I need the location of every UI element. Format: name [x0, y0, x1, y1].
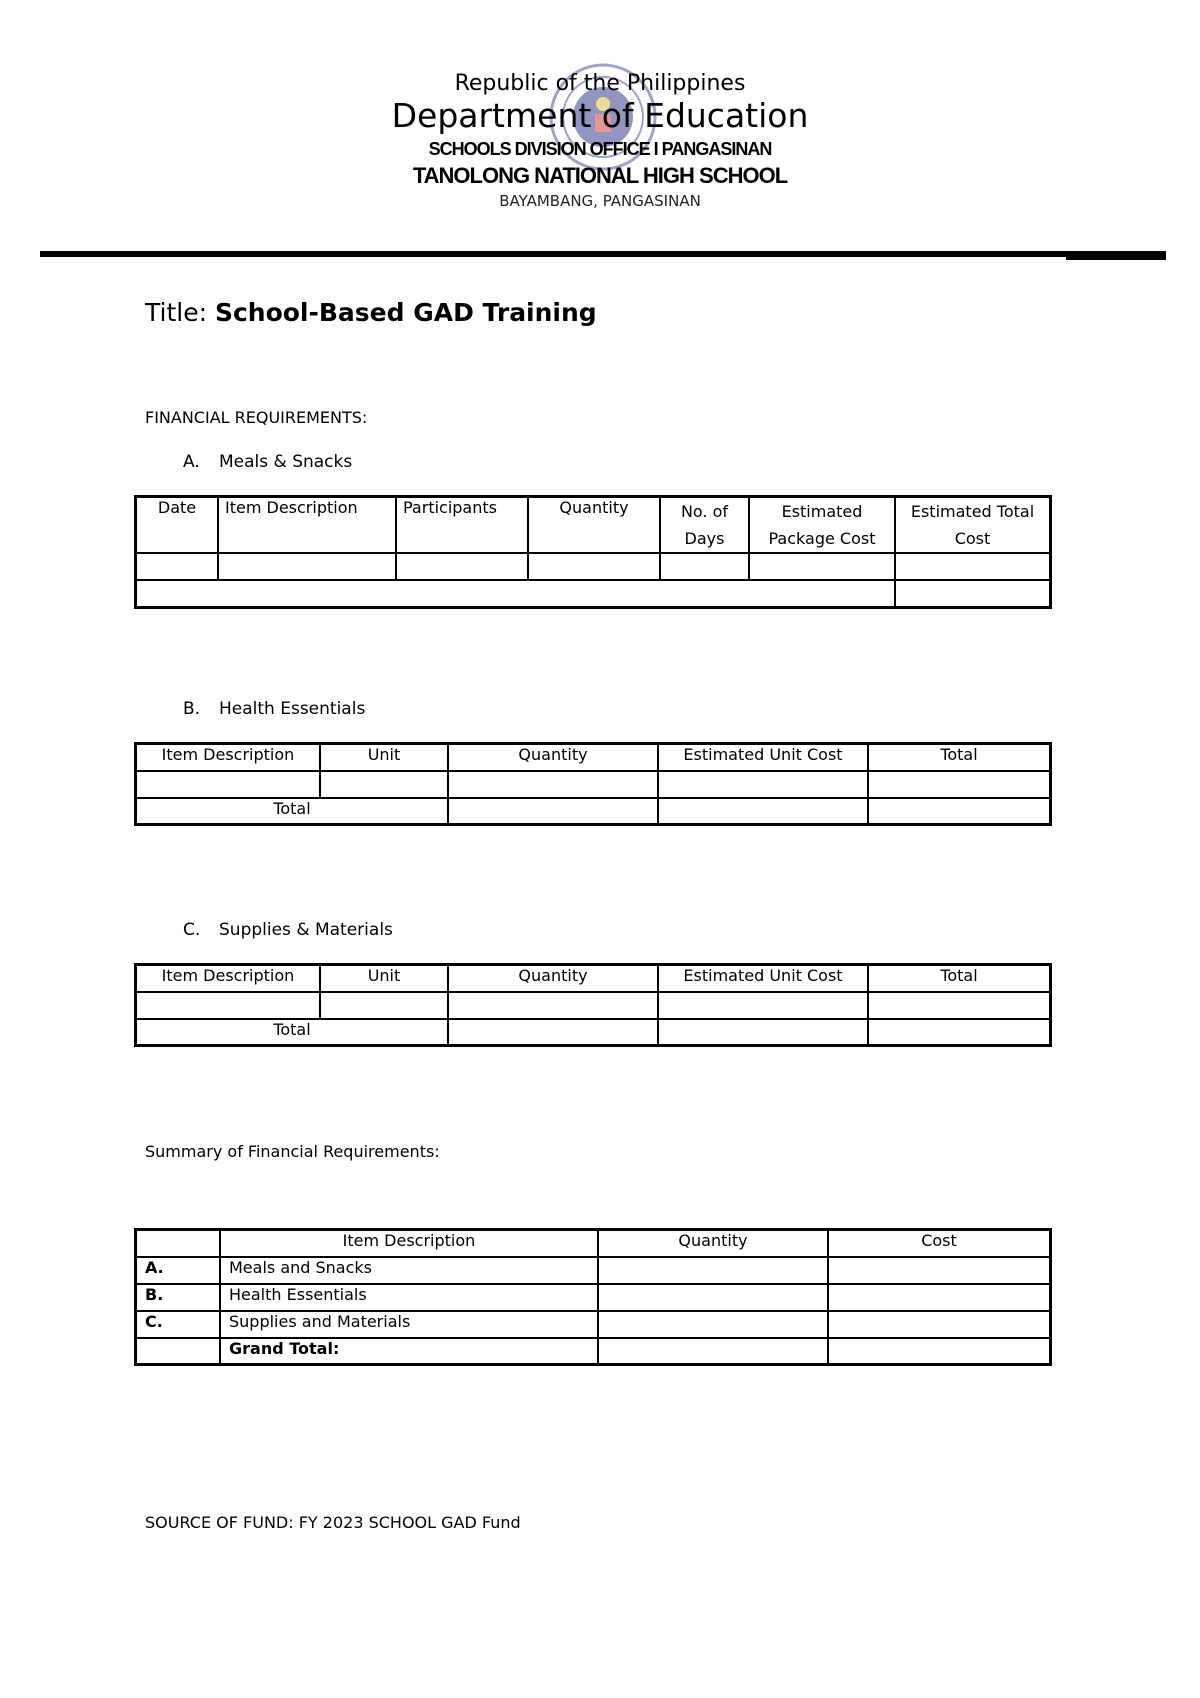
table-cell[interactable] [868, 992, 1051, 1019]
col-header: Total [868, 965, 1051, 992]
document-title [145, 298, 597, 327]
grand-total-label: Grand Total: [220, 1338, 598, 1365]
table-cell[interactable] [828, 1257, 1051, 1284]
table-cell[interactable] [828, 1338, 1051, 1365]
table-cell[interactable] [136, 992, 321, 1019]
table-cell[interactable] [136, 771, 321, 798]
table-cell[interactable] [895, 553, 1051, 580]
table-cell[interactable] [448, 771, 658, 798]
col-header: Quantity [528, 497, 660, 554]
republic-label: Republic of the Philippines [454, 71, 746, 96]
table-cell [136, 1230, 221, 1257]
table-cell[interactable] [828, 1311, 1051, 1338]
school-address: BAYAMBANG, PANGASINAN [499, 192, 701, 210]
row-description: Supplies and Materials [220, 1311, 598, 1338]
col-header: Estimated Package Cost [749, 497, 895, 554]
table-cell[interactable] [868, 1019, 1051, 1046]
table-cell[interactable] [598, 1338, 828, 1365]
summary-heading: Summary of Financial Requirements: [145, 1142, 440, 1161]
col-header: Unit [320, 965, 448, 992]
col-header: Estimated Unit Cost [658, 744, 868, 771]
table-cell[interactable] [136, 580, 896, 607]
col-header: Date [136, 497, 219, 554]
col-header: Quantity [448, 965, 658, 992]
table-row [136, 580, 1051, 607]
section-b-name: Health Essentials [219, 699, 366, 719]
table-row [136, 1311, 1051, 1338]
section-c-letter: C. [183, 920, 201, 940]
row-letter: C. [136, 1311, 221, 1338]
table-cell[interactable] [528, 553, 660, 580]
table-cell[interactable] [136, 553, 219, 580]
table-cell[interactable] [660, 553, 749, 580]
section-b-letter: B. [183, 699, 201, 719]
col-header: Participants [396, 497, 528, 554]
table-cell[interactable] [448, 1019, 658, 1046]
letterhead [0, 70, 1200, 212]
department-name: Department of Education [391, 96, 809, 135]
section-a-name: Meals & Snacks [219, 452, 353, 472]
supplies-materials-table [134, 963, 1052, 1047]
table-row [136, 771, 1051, 798]
section-c-heading [183, 920, 393, 940]
col-header: Item Description [218, 497, 396, 554]
table-row [136, 1019, 1051, 1046]
table-cell[interactable] [658, 771, 868, 798]
source-of-fund: SOURCE OF FUND: FY 2023 SCHOOL GAD Fund [145, 1513, 521, 1532]
col-header: Quantity [598, 1230, 828, 1257]
table-header-row [136, 744, 1051, 771]
table-header-row [136, 965, 1051, 992]
row-letter: B. [136, 1284, 221, 1311]
col-header: Item Description [136, 965, 321, 992]
col-header: Estimated Total Cost [895, 497, 1051, 554]
col-header: Estimated Unit Cost [658, 965, 868, 992]
col-header: No. of Days [660, 497, 749, 554]
table-cell[interactable] [320, 771, 448, 798]
col-header: Unit [320, 744, 448, 771]
table-row [136, 992, 1051, 1019]
table-header-row [136, 497, 1051, 554]
table-cell [136, 1338, 221, 1365]
title-value: School-Based GAD Training [214, 298, 597, 327]
row-letter: A. [136, 1257, 221, 1284]
table-row [136, 1257, 1051, 1284]
table-cell[interactable] [396, 553, 528, 580]
col-header: Quantity [448, 744, 658, 771]
table-cell[interactable] [448, 798, 658, 825]
col-header: Item Description [220, 1230, 598, 1257]
meals-snacks-table [134, 495, 1052, 609]
table-row [136, 798, 1051, 825]
table-cell[interactable] [598, 1257, 828, 1284]
health-essentials-table [134, 742, 1052, 826]
table-cell[interactable] [218, 553, 396, 580]
total-label: Total [136, 798, 449, 825]
section-a-heading [183, 452, 352, 472]
table-row [136, 1338, 1051, 1365]
table-cell[interactable] [658, 798, 868, 825]
title-label: Title: [145, 298, 207, 327]
table-cell[interactable] [895, 580, 1051, 607]
row-description: Meals and Snacks [220, 1257, 598, 1284]
table-cell[interactable] [658, 992, 868, 1019]
table-cell[interactable] [658, 1019, 868, 1046]
table-row [136, 553, 1051, 580]
summary-table [134, 1228, 1052, 1366]
table-cell[interactable] [320, 992, 448, 1019]
section-b-heading [183, 699, 365, 719]
table-cell[interactable] [868, 798, 1051, 825]
section-a-letter: A. [183, 452, 200, 472]
table-cell[interactable] [598, 1311, 828, 1338]
total-label: Total [136, 1019, 449, 1046]
table-cell[interactable] [598, 1284, 828, 1311]
financial-requirements-heading: FINANCIAL REQUIREMENTS: [145, 408, 368, 427]
row-description: Health Essentials [220, 1284, 598, 1311]
table-cell[interactable] [828, 1284, 1051, 1311]
table-cell[interactable] [448, 992, 658, 1019]
table-row [136, 1284, 1051, 1311]
school-name: TANOLONG NATIONAL HIGH SCHOOL [412, 163, 788, 188]
col-header: Cost [828, 1230, 1051, 1257]
table-cell[interactable] [868, 771, 1051, 798]
table-cell[interactable] [749, 553, 895, 580]
header-divider-tail [1066, 251, 1166, 260]
col-header: Item Description [136, 744, 321, 771]
table-header-row [136, 1230, 1051, 1257]
header-divider [40, 251, 1166, 257]
division-name: SCHOOLS DIVISION OFFICE I PANGASINAN [428, 139, 772, 159]
section-c-name: Supplies & Materials [219, 920, 393, 940]
col-header: Total [868, 744, 1051, 771]
